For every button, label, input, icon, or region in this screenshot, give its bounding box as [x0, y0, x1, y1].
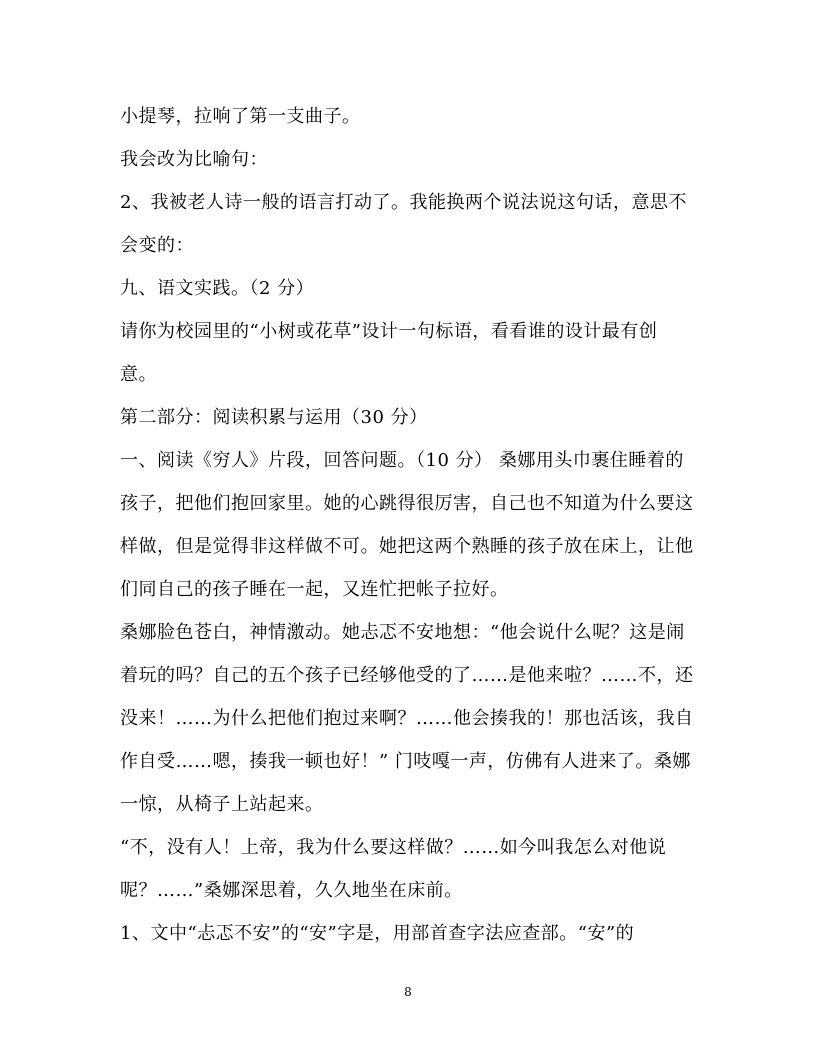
text-line: 一惊，从椅子上站起来。 [120, 794, 324, 815]
text-line: 孩子，把他们抱回家里。她的心跳得很厉害，自己也不知道为什么要这 [120, 493, 694, 514]
text-line: 着玩的吗？自己的五个孩子已经够他受的了……是他来啦？……不，还 [120, 665, 694, 686]
text-line: 第二部分：阅读积累与运用（30 分） [120, 407, 428, 428]
page-number: 8 [404, 985, 412, 999]
text-line: 桑娜脸色苍白，神情激动。她忐忑不安地想：“他会说什么呢？这是闹 [120, 622, 685, 643]
text-line: 九、语文实践。（2 分） [120, 278, 315, 299]
text-line: 1、文中“忐忑不安”的“安”字是，用部首查字法应查部。“安”的 [120, 923, 635, 944]
text-line: 呢？……”桑娜深思着，久久地坐在床前。 [120, 880, 463, 901]
text-line: 没来！……为什么把他们抱过来啊？……他会揍我的！那也活该，我自 [120, 708, 694, 729]
text-line: 一、阅读《穷人》片段，回答问题。（10 分） 桑娜用头巾裹住睡着的 [120, 450, 684, 471]
text-line: 小提琴，拉响了第一支曲子。 [120, 106, 361, 127]
text-line: 们同自己的孩子睡在一起，又连忙把帐子拉好。 [120, 579, 509, 600]
text-line: “不，没有人！上帝，我为什么要这样做？……如今叫我怎么对他说 [120, 837, 667, 858]
text-line: 样做，但是觉得非这样做不可。她把这两个熟睡的孩子放在床上，让他 [120, 536, 694, 557]
text-line: 请你为校园里的“小树或花草”设计一句标语，看看谁的设计最有创 [120, 321, 658, 342]
text-line: 我会改为比喻句： [120, 149, 268, 170]
text-line: 会变的： [120, 235, 194, 256]
text-line: 意。 [120, 364, 157, 385]
text-line: 2、我被老人诗一般的语言打动了。我能换两个说法说这句话，意思不 [120, 192, 687, 213]
text-line: 作自受……嗯，揍我一顿也好！” 门吱嘎一声，仿佛有人进来了。桑娜 [120, 751, 691, 772]
